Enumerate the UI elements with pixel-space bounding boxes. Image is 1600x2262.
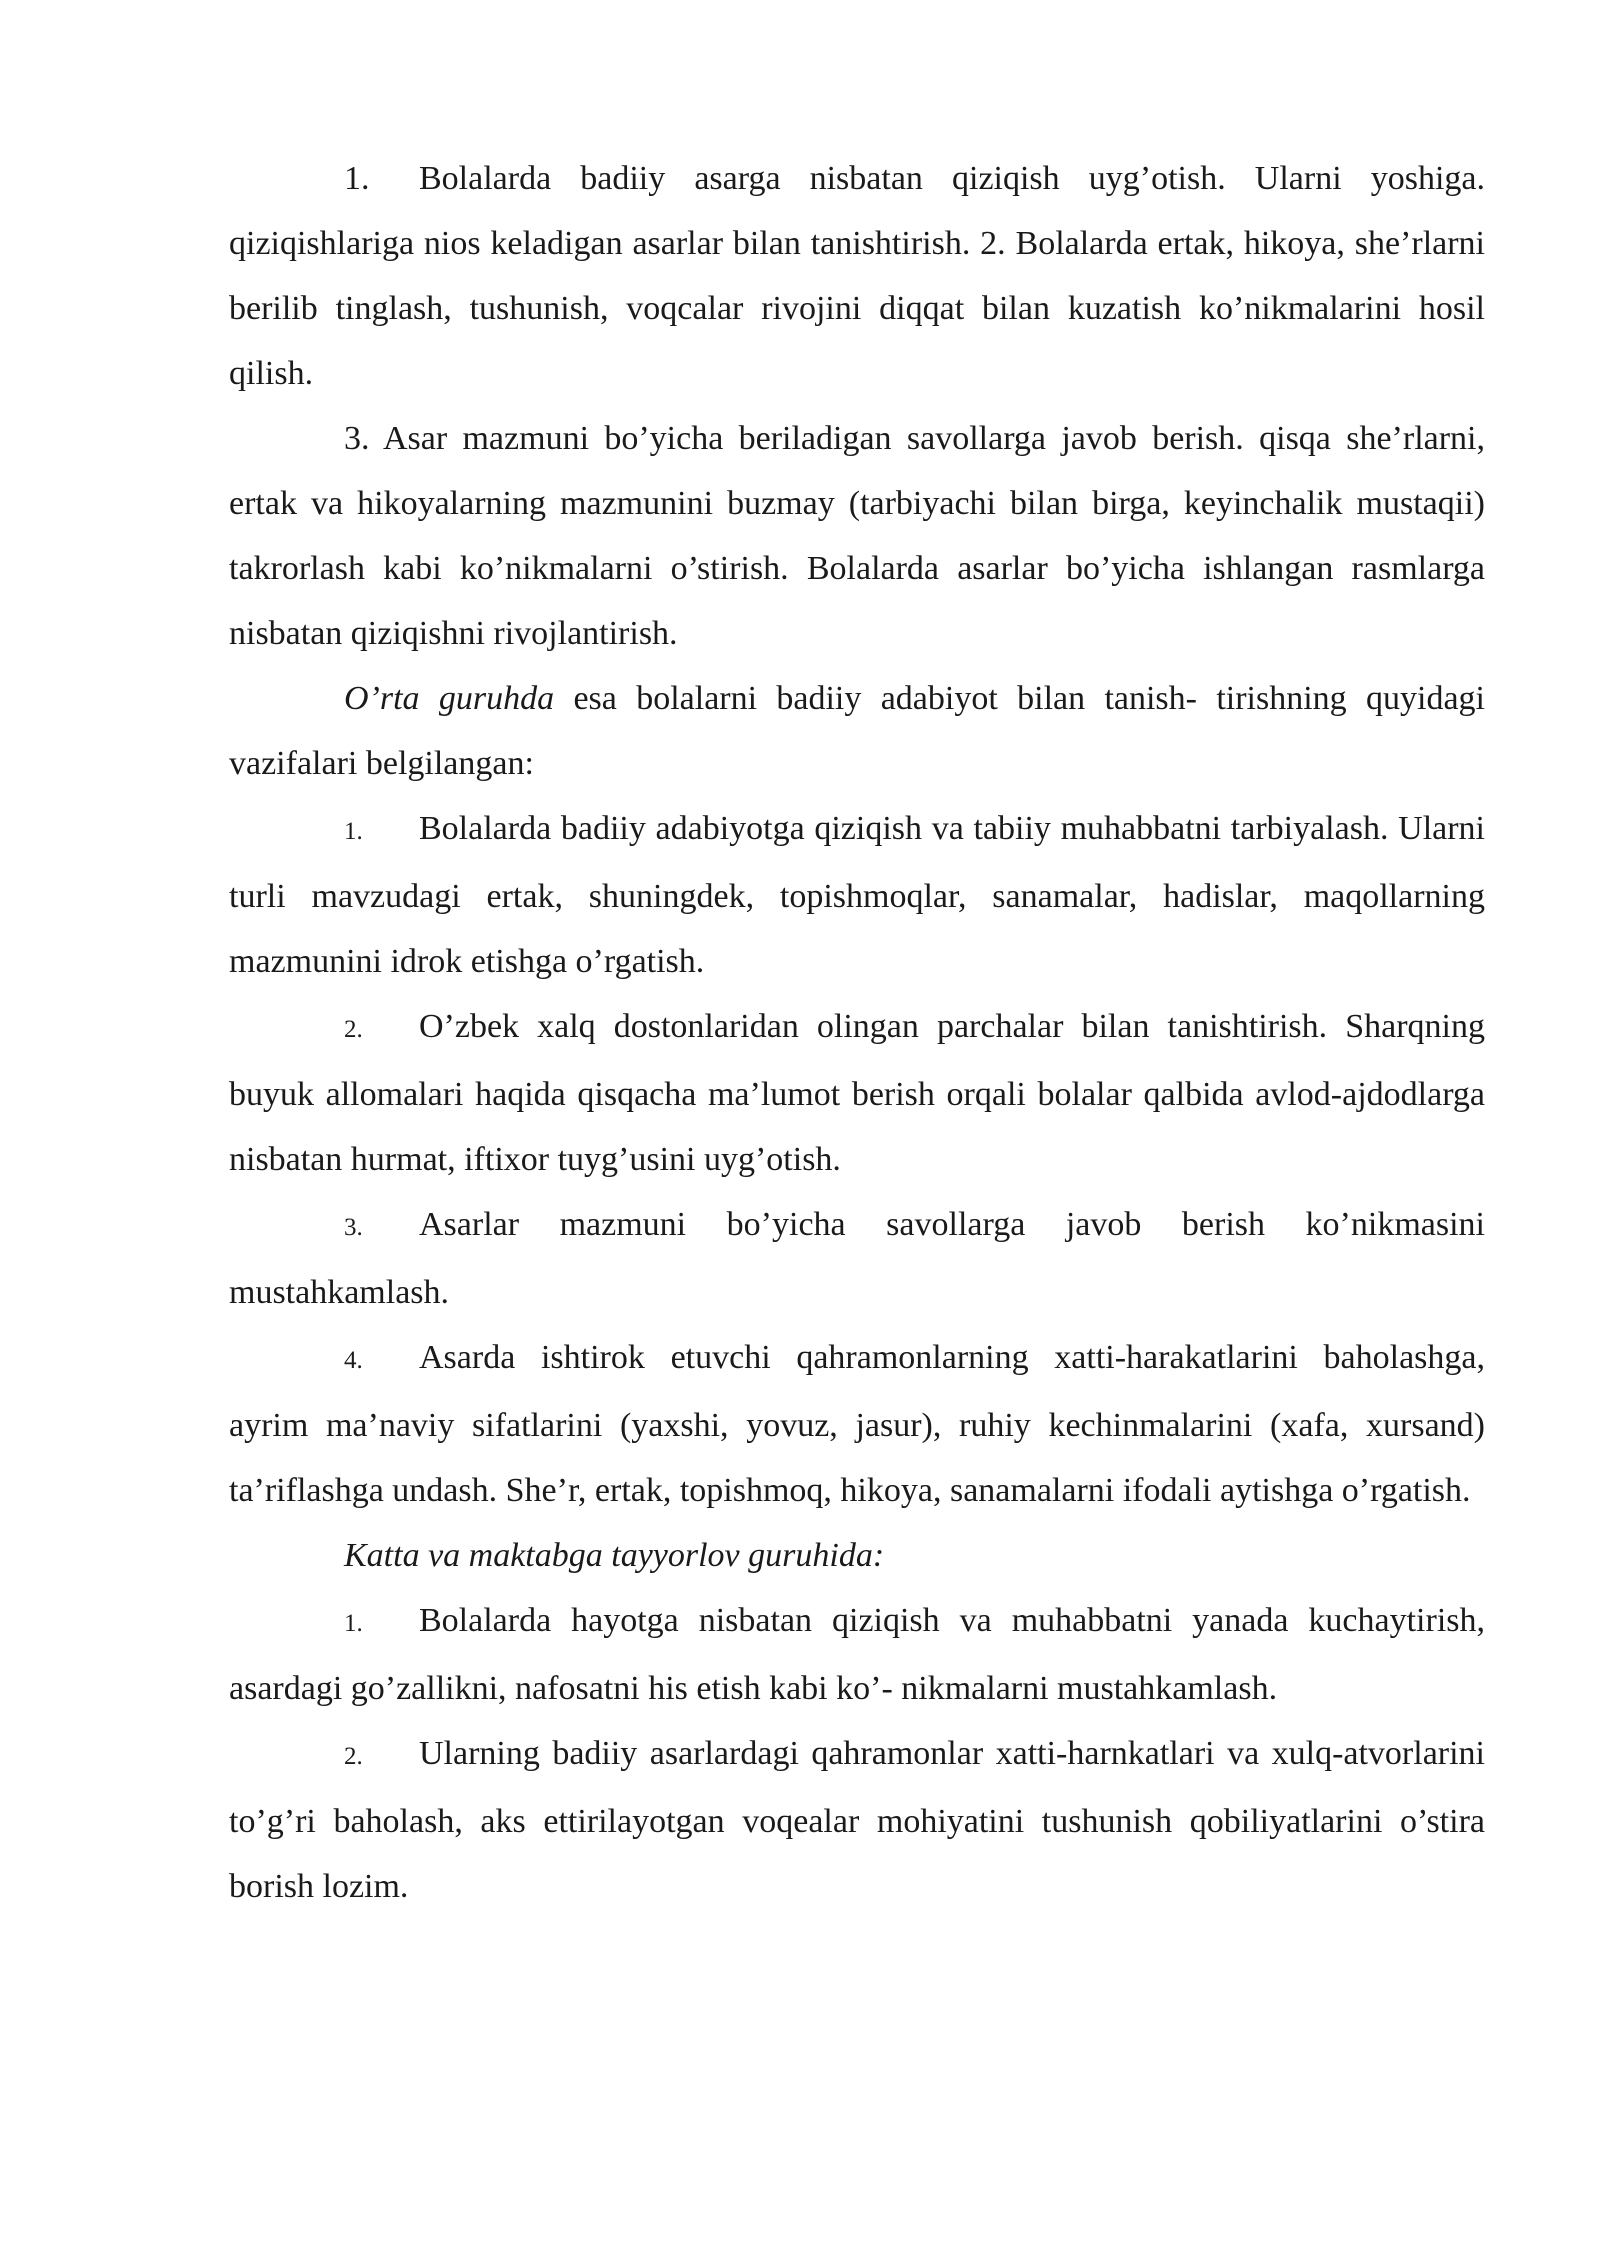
paragraph-younger-goal-1 <box>229 146 1485 406</box>
paragraph-text: esa bolalarni badiiy adabiyot bilan tanish- tirishning quyidagi vazifalari belgilangan: <box>229 680 1485 782</box>
list-item-text: Ularning badiiy asarlardagi qahramonlar xatti-harnkatlari va xulq-atvorlarini to’g’ri baholash, aks ettirilayotgan voqealar mohiyatini tushunish qobiliyatlarini o’stira borish lozim. <box>229 1735 1485 1905</box>
list-item-text: Asarlar mazmuni bo’yicha savollarga javob berish ko’nikmasini mustahkamlash. <box>229 1206 1485 1311</box>
middle-group-heading: O’rta guruhda <box>344 680 555 717</box>
list-item <box>229 1192 1485 1325</box>
paragraph-text: 3. Asar mazmuni bo’yicha beriladigan savollarga javob berish. qisqa she’rlarni, ertak va hikoyalarning mazmunini buzmay (tarbiyachi bilan birga, keyinchalik mustaqii) takrorlash kabi ko’nikmalarni o’stirish. Bolalarda asarlar bo’yicha ishlangan rasmlarga nisbatan qiziqishni rivojlantirish. <box>229 420 1485 652</box>
paragraph-text: Bolalarda badiiy asarga nisbatan qiziqish uyg’otish. Ularni yoshiga. qiziqishlariga nios keladigan asarlar bilan tanishtirish. 2. Bolalarda ertak, hikoya, she’rlarni berilib tinglash, tushunish, voqcalar rivojini diqqat bilan kuzatish ko’nikmalarini hosil qilish. <box>229 160 1485 392</box>
list-number: 4. <box>344 1347 363 1374</box>
list-number: 3. <box>344 1214 363 1241</box>
list-item <box>229 1721 1485 1919</box>
list-item-text: Asarda ishtirok etuvchi qahramonlarning xatti-harakatlarini baholashga, ayrim ma’naviy sifatlarini (yaxshi, yovuz, jasur), ruhiy kechinmalarini (xafa, xursand) ta’riflashga undash. She’r, ertak, topishmoq, hikoya, sanamalarni ifodali aytishga o’rgatish. <box>229 1339 1485 1509</box>
senior-group-heading: Katta va maktabga tayyorlov guruhida: <box>344 1537 885 1574</box>
list-number: 2. <box>344 1743 363 1770</box>
paragraph-middle-group-intro <box>229 666 1485 796</box>
list-item <box>229 1325 1485 1523</box>
paragraph-younger-goal-3 <box>229 406 1485 666</box>
list-number: 2. <box>344 1016 363 1043</box>
list-item <box>229 1588 1485 1721</box>
list-item <box>229 994 1485 1192</box>
document-body <box>229 146 1485 1919</box>
list-item-text: Bolalarda badiiy adabiyotga qiziqish va tabiiy muhabbatni tarbiyalash. Ularni turli mavzudagi ertak, shuningdek, topishmoqlar, sanamalar, hadislar, maqollarning mazmunini idrok etishga o’rgatish. <box>229 810 1485 980</box>
list-number: 1. <box>344 1610 363 1637</box>
list-number: 1. <box>344 160 370 197</box>
list-item <box>229 796 1485 994</box>
list-item-text: O’zbek xalq dostonlaridan olingan parchalar bilan tanishtirish. Sharqning buyuk allomalari haqida qisqacha ma’lumot berish orqali bolalar qalbida avlod-ajdodlarga nisbatan hurmat, iftixor tuyg’usini uyg’otish. <box>229 1008 1485 1178</box>
list-item-text: Bolalarda hayotga nisbatan qiziqish va muhabbatni yanada kuchaytirish, asardagi go’zallikni, nafosatni his etish kabi ko’- nikmalarni mustahkamlash. <box>229 1602 1485 1707</box>
list-number: 1. <box>344 818 363 845</box>
